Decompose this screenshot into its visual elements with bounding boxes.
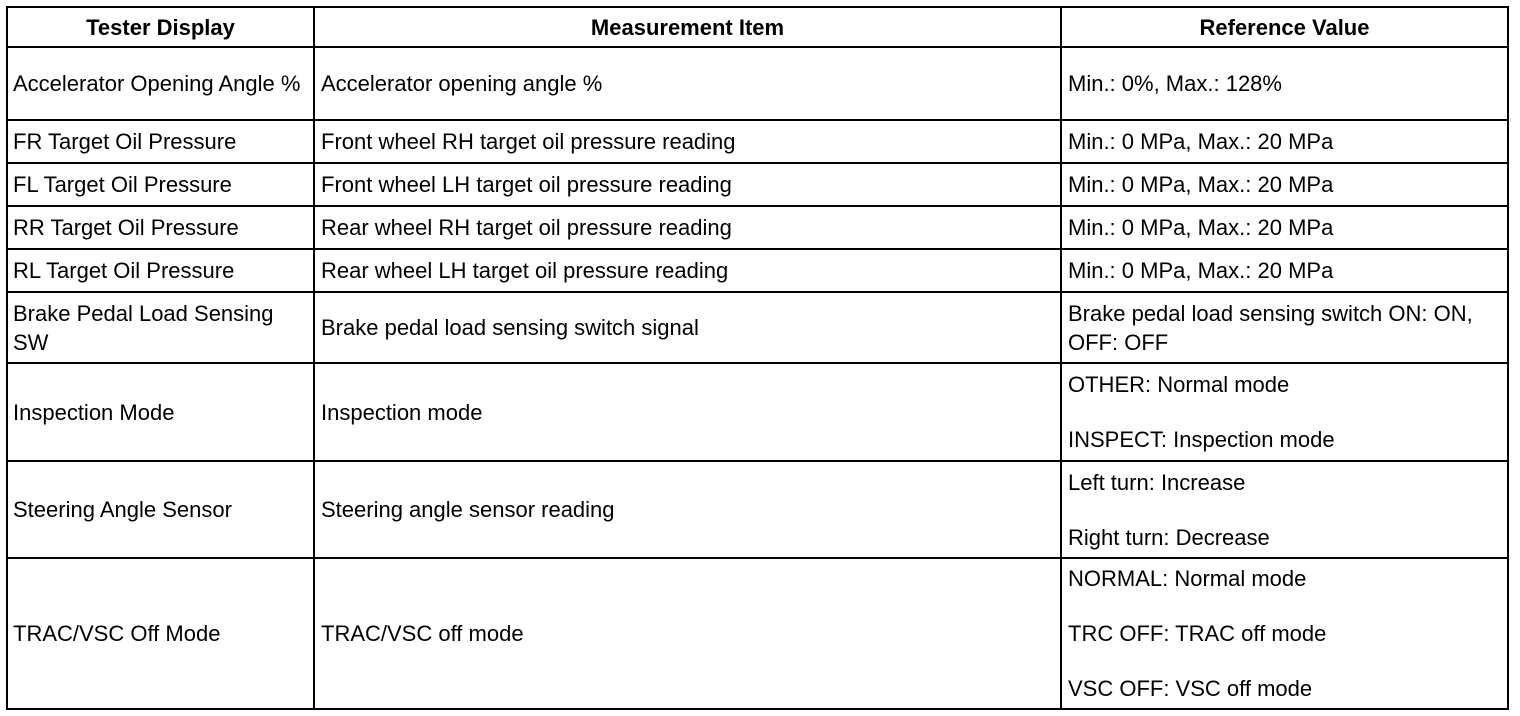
tester-display-cell: FR Target Oil Pressure: [7, 120, 314, 163]
reference-value-line: TRC OFF: TRAC off mode: [1068, 621, 1327, 646]
line-spacer: [1068, 593, 1501, 619]
reference-value-cell: [1061, 461, 1508, 558]
table-row: [7, 461, 1508, 558]
table-row: [7, 206, 1508, 249]
table-row: [7, 292, 1508, 363]
table-row: [7, 558, 1508, 709]
reference-value-line: NORMAL: Normal mode: [1068, 566, 1307, 591]
table-header-row: [7, 7, 1508, 47]
header-measurement-item: Measurement Item: [314, 7, 1061, 47]
reference-value-cell: [1061, 558, 1508, 709]
measurement-item-cell: Rear wheel LH target oil pressure reading: [314, 249, 1061, 292]
table-row: [7, 120, 1508, 163]
measurement-item-cell: Front wheel RH target oil pressure reading: [314, 120, 1061, 163]
measurement-item-cell: Front wheel LH target oil pressure reading: [314, 163, 1061, 206]
measurement-item-cell: TRAC/VSC off mode: [314, 558, 1061, 709]
table-row: [7, 249, 1508, 292]
tester-display-cell: Inspection Mode: [7, 363, 314, 461]
line-spacer: [1068, 399, 1501, 425]
tester-display-cell: TRAC/VSC Off Mode: [7, 558, 314, 709]
reference-value-line: INSPECT: Inspection mode: [1068, 427, 1335, 452]
line-spacer: [1068, 648, 1501, 674]
tester-display-cell: Brake Pedal Load Sensing SW: [7, 292, 314, 363]
tester-display-cell: FL Target Oil Pressure: [7, 163, 314, 206]
measurement-item-cell: Rear wheel RH target oil pressure reading: [314, 206, 1061, 249]
reference-value-cell: Min.: 0%, Max.: 128%: [1061, 47, 1508, 120]
reference-value-line: VSC OFF: VSC off mode: [1068, 676, 1313, 701]
table-row: [7, 163, 1508, 206]
line-spacer: [1068, 497, 1501, 523]
reference-value-line: OTHER: Normal mode: [1068, 372, 1290, 397]
header-tester-display: Tester Display: [7, 7, 314, 47]
measurement-item-cell: Inspection mode: [314, 363, 1061, 461]
header-reference-value: Reference Value: [1061, 7, 1508, 47]
reference-value-cell: Min.: 0 MPa, Max.: 20 MPa: [1061, 163, 1508, 206]
tester-display-cell: Steering Angle Sensor: [7, 461, 314, 558]
measurement-item-cell: Steering angle sensor reading: [314, 461, 1061, 558]
tester-display-cell: RL Target Oil Pressure: [7, 249, 314, 292]
reference-value-cell: Min.: 0 MPa, Max.: 20 MPa: [1061, 206, 1508, 249]
reference-value-line: Right turn: Decrease: [1068, 524, 1270, 550]
reference-value-cell: Brake pedal load sensing switch ON: ON, OFF: OFF: [1061, 292, 1508, 363]
reference-value-line: Left turn: Increase: [1068, 469, 1246, 495]
table-row: [7, 363, 1508, 461]
tester-display-cell: RR Target Oil Pressure: [7, 206, 314, 249]
table-row: [7, 47, 1508, 120]
data-monitor-table: [6, 6, 1509, 710]
measurement-item-cell: Brake pedal load sensing switch signal: [314, 292, 1061, 363]
tester-display-cell: Accelerator Opening Angle %: [7, 47, 314, 120]
measurement-item-cell: Accelerator opening angle %: [314, 47, 1061, 120]
reference-value-cell: [1061, 363, 1508, 461]
reference-value-cell: Min.: 0 MPa, Max.: 20 MPa: [1061, 120, 1508, 163]
reference-value-cell: Min.: 0 MPa, Max.: 20 MPa: [1061, 249, 1508, 292]
